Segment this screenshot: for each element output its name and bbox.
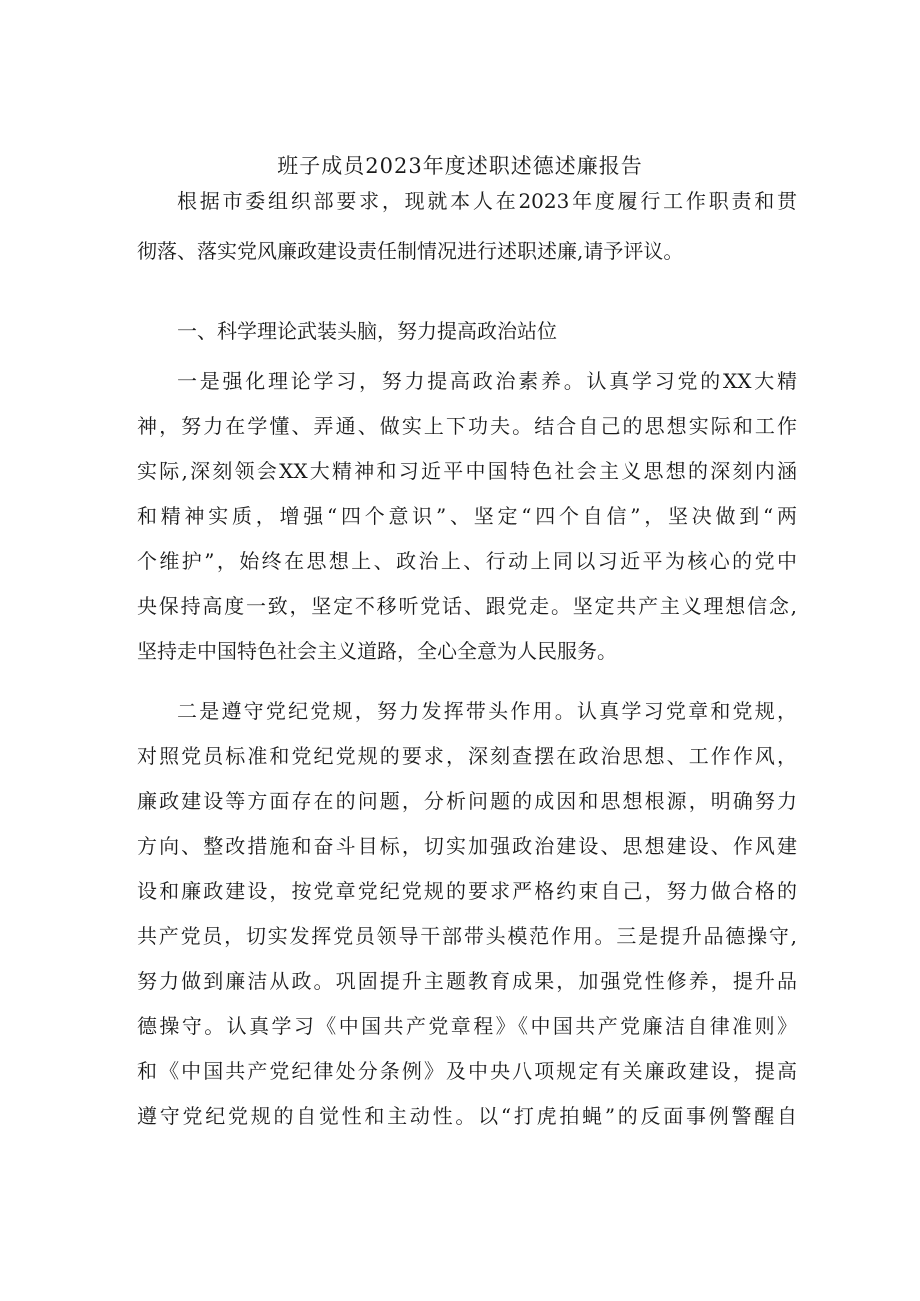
section-heading: 一、科学理论武装头脑，努力提高政治站位 [177, 319, 557, 343]
text-line: 彻落、落实党风廉政建设责任制情况进行述职述廉,请予评议。 [137, 239, 684, 263]
text-line: 个维护”，始终在思想上、政治上、行动上同以习近平为核心的党中 [137, 549, 797, 573]
document-title: 班子成员2023年度述职述德述廉报告 [277, 154, 643, 178]
text-line: 努力做到廉洁从政。巩固提升主题教育成果，加强党性修养，提升品 [137, 969, 797, 993]
text-line: 央保持高度一致，坚定不移听党话、跟党走。坚定共产主义理想信念, [137, 594, 797, 618]
text-line: 共产党员，切实发挥党员领导干部带头模范作用。三是提升品德操守, [137, 924, 797, 948]
text-line: 和《中国共产党纪律处分条例》及中央八项规定有关廉政建设，提高 [137, 1059, 797, 1083]
text-line: 二是遵守党纪党规，努力发挥带头作用。认真学习党章和党规， [177, 699, 797, 723]
text-line: 根据市委组织部要求，现就本人在2023年度履行工作职责和贯 [177, 189, 797, 213]
text-line: 廉政建设等方面存在的问题，分析问题的成因和思想根源，明确努力 [137, 789, 797, 813]
text-line: 设和廉政建设，按党章党纪党规的要求严格约束自己，努力做合格的 [137, 879, 797, 903]
text-line: 遵守党纪党规的自觉性和主动性。以“打虎拍蝇”的反面事例警醒自 [137, 1104, 797, 1128]
text-line: 方向、整改措施和奋斗目标，切实加强政治建设、思想建设、作风建 [137, 834, 797, 858]
text-line: 坚持走中国特色社会主义道路，全心全意为人民服务。 [137, 639, 617, 663]
text-line: 一是强化理论学习，努力提高政治素养。认真学习党的XX大精 [177, 369, 797, 393]
text-line: 德操守。认真学习《中国共产党章程》《中国共产党廉洁自律准则》 [137, 1014, 797, 1038]
text-line: 实际,深刻领会XX大精神和习近平中国特色社会主义思想的深刻内涵 [137, 459, 797, 483]
text-line: 神，努力在学懂、弄通、做实上下功夫。结合自己的思想实际和工作 [137, 414, 797, 438]
text-line: 和精神实质，增强“四个意识”、坚定“四个自信”，坚决做到“两 [137, 504, 797, 528]
text-line: 对照党员标准和党纪党规的要求，深刻查摆在政治思想、工作作风， [137, 744, 797, 768]
